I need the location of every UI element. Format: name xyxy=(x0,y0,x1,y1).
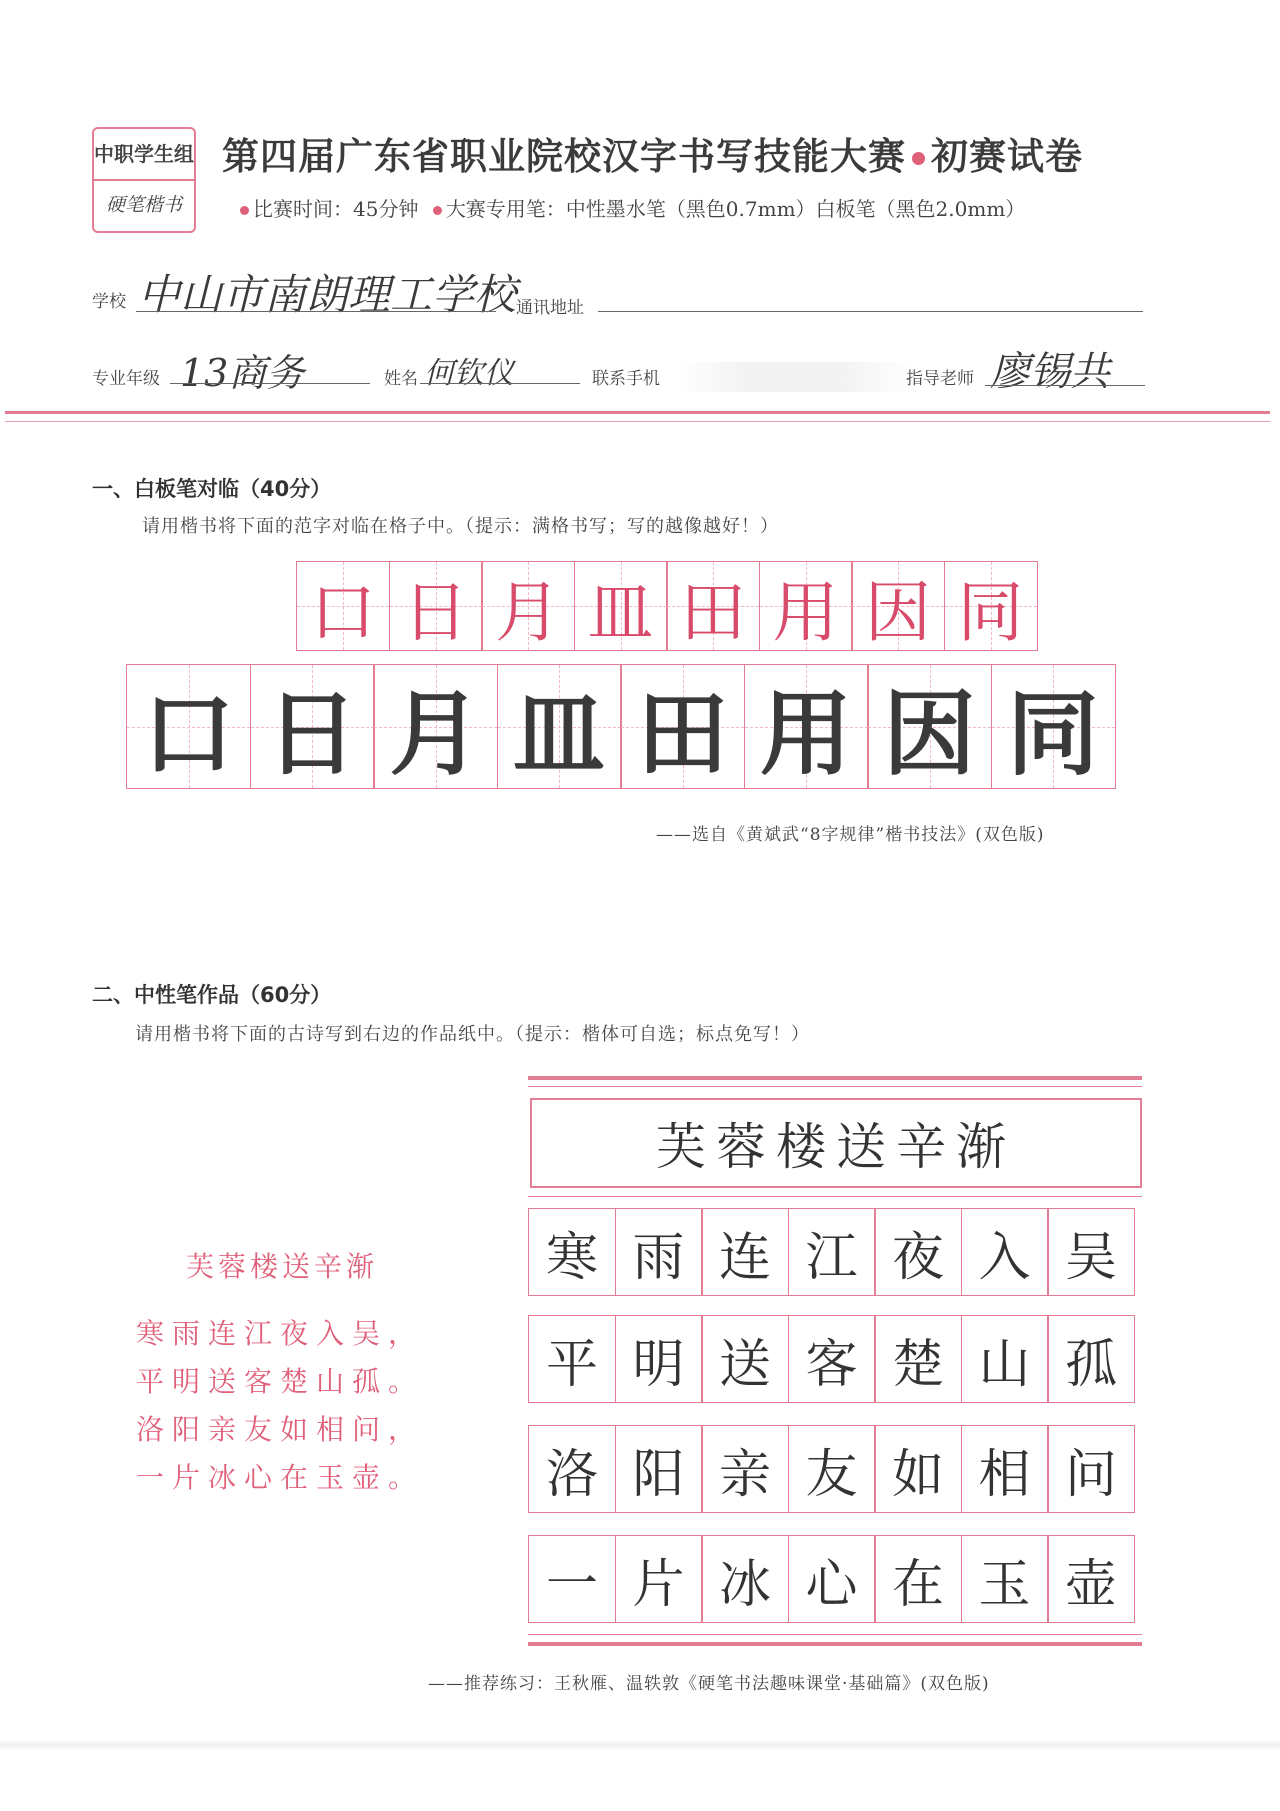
work-char-cell[interactable]: 友 xyxy=(788,1425,876,1513)
major-underline xyxy=(170,383,370,384)
work-char-cell[interactable]: 夜 xyxy=(874,1208,962,1296)
header-divider-thin xyxy=(5,421,1270,422)
teacher-value[interactable]: 廖锡共 xyxy=(990,349,1110,395)
practice-char-cell[interactable]: 皿 xyxy=(497,664,622,789)
section1-source: ——选自《黄斌武“8字规律”楷书技法》(双色版) xyxy=(656,825,1045,845)
major-label: 专业年级 xyxy=(92,369,160,389)
work-char-cell[interactable]: 玉 xyxy=(961,1535,1049,1623)
model-char-cell: 田 xyxy=(666,561,760,651)
section2-source: ——推荐练习：王秋雁、温轶敦《硬笔书法趣味课堂·基础篇》(双色版) xyxy=(428,1674,990,1694)
model-char-cell: 皿 xyxy=(574,561,668,651)
work-char-cell[interactable]: 阳 xyxy=(615,1425,703,1513)
header-divider xyxy=(5,411,1270,414)
practice-char-cell[interactable]: 日 xyxy=(250,664,375,789)
school-underline xyxy=(136,311,496,312)
practice-char-cell[interactable]: 月 xyxy=(373,664,498,789)
badge-top: 中职学生组 xyxy=(94,129,194,181)
model-char-cell: 用 xyxy=(759,561,853,651)
work-char-cell[interactable]: 江 xyxy=(788,1208,876,1296)
name-underline xyxy=(420,383,580,384)
model-char-cell: 口 xyxy=(296,561,390,651)
section1-instruction: 请用楷书将下面的范字对临在格子中。（提示：满格书写；写的越像越好！） xyxy=(142,516,779,537)
work-char-cell[interactable]: 心 xyxy=(788,1535,876,1623)
paper-top-rule xyxy=(528,1076,1142,1080)
work-char-cell[interactable]: 平 xyxy=(528,1315,616,1403)
school-label: 学校 xyxy=(92,292,126,312)
paper-bottom-rule xyxy=(528,1642,1142,1646)
work-char-cell[interactable]: 连 xyxy=(701,1208,789,1296)
teacher-underline xyxy=(985,385,1145,386)
practice-char-cell[interactable]: 口 xyxy=(126,664,251,789)
work-char-cell[interactable]: 在 xyxy=(874,1535,962,1623)
work-char-cell[interactable]: 如 xyxy=(874,1425,962,1513)
model-char-cell: 同 xyxy=(944,561,1038,651)
model-char-cell: 日 xyxy=(389,561,483,651)
work-row-2[interactable] xyxy=(528,1315,1134,1403)
pen-label: 大赛专用笔：中性墨水笔（黑色0.7mm）白板笔（黑色2.0mm） xyxy=(445,197,1026,221)
paper-bottom-rule-thin xyxy=(528,1634,1142,1635)
model-char-cell: 月 xyxy=(481,561,575,651)
phone-label: 联系手机 xyxy=(592,369,660,389)
bullet-icon xyxy=(433,206,442,215)
model-poem-title: 芙蓉楼送辛渐 xyxy=(186,1250,379,1283)
title-main: 第四届广东省职业院校汉字书写技能大赛 xyxy=(222,135,906,178)
major-value[interactable]: 13商务 xyxy=(180,351,305,395)
work-char-cell[interactable]: 亲 xyxy=(701,1425,789,1513)
work-title-box[interactable]: 芙蓉楼送辛渐 xyxy=(530,1098,1142,1188)
group-badge xyxy=(92,127,196,233)
work-char-cell[interactable]: 相 xyxy=(961,1425,1049,1513)
work-char-cell[interactable]: 洛 xyxy=(528,1425,616,1513)
phone-redacted[interactable] xyxy=(675,362,915,392)
work-char-cell[interactable]: 送 xyxy=(701,1315,789,1403)
badge-bottom: 硬笔楷书 xyxy=(105,194,182,216)
work-char-cell[interactable]: 寒 xyxy=(528,1208,616,1296)
work-char-cell[interactable]: 壶 xyxy=(1047,1535,1135,1623)
practice-char-grid[interactable] xyxy=(126,664,1114,789)
work-char-cell[interactable]: 问 xyxy=(1047,1425,1135,1513)
title-sub: 初赛试卷 xyxy=(931,135,1083,178)
school-value[interactable]: 中山市南朗理工学校 xyxy=(138,270,517,319)
work-char-cell[interactable]: 客 xyxy=(788,1315,876,1403)
practice-char-cell[interactable]: 因 xyxy=(867,664,992,789)
address-label: 通讯地址 xyxy=(516,298,584,318)
model-poem-line: 平明送客楚山孤。 xyxy=(136,1365,425,1398)
paper-title-rule xyxy=(528,1196,1142,1197)
work-char-cell[interactable]: 片 xyxy=(615,1535,703,1623)
bullet-icon xyxy=(240,206,249,215)
section1-heading: 一、白板笔对临（40分） xyxy=(92,477,332,501)
section2-heading: 二、中性笔作品（60分） xyxy=(92,983,332,1007)
model-poem-line: 一片冰心在玉壶。 xyxy=(136,1461,425,1494)
section2-instruction: 请用楷书将下面的古诗写到右边的作品纸中。（提示：楷体可自选；标点免写！） xyxy=(135,1024,810,1045)
work-char-cell[interactable]: 孤 xyxy=(1047,1315,1135,1403)
exam-rules xyxy=(240,193,1025,222)
name-value[interactable]: 何钦仪 xyxy=(424,356,514,391)
work-row-1[interactable] xyxy=(528,1208,1134,1296)
practice-char-cell[interactable]: 田 xyxy=(620,664,745,789)
exam-title xyxy=(222,126,1083,180)
work-char-cell[interactable]: 吴 xyxy=(1047,1208,1135,1296)
model-poem-line: 寒雨连江夜入吴， xyxy=(136,1317,425,1350)
work-char-cell[interactable]: 山 xyxy=(961,1315,1049,1403)
practice-char-cell[interactable]: 用 xyxy=(744,664,869,789)
work-row-3[interactable] xyxy=(528,1425,1134,1513)
work-char-cell[interactable]: 楚 xyxy=(874,1315,962,1403)
work-char-cell[interactable]: 一 xyxy=(528,1535,616,1623)
work-char-cell[interactable]: 冰 xyxy=(701,1535,789,1623)
bullet-icon xyxy=(912,152,925,165)
work-char-cell[interactable]: 入 xyxy=(961,1208,1049,1296)
scan-edge xyxy=(0,1740,1280,1750)
name-label: 姓名 xyxy=(384,369,418,389)
address-field[interactable] xyxy=(598,311,1143,312)
practice-char-cell[interactable]: 同 xyxy=(991,664,1116,789)
model-poem-line: 洛阳亲友如相问， xyxy=(136,1413,425,1446)
time-label: 比赛时间：45分钟 xyxy=(253,197,419,221)
work-char-cell[interactable]: 明 xyxy=(615,1315,703,1403)
paper-top-rule-thin xyxy=(528,1086,1142,1087)
teacher-label: 指导老师 xyxy=(906,369,974,389)
work-row-4[interactable] xyxy=(528,1535,1134,1623)
model-char-cell: 因 xyxy=(851,561,945,651)
model-char-grid xyxy=(296,561,1036,651)
work-char-cell[interactable]: 雨 xyxy=(615,1208,703,1296)
